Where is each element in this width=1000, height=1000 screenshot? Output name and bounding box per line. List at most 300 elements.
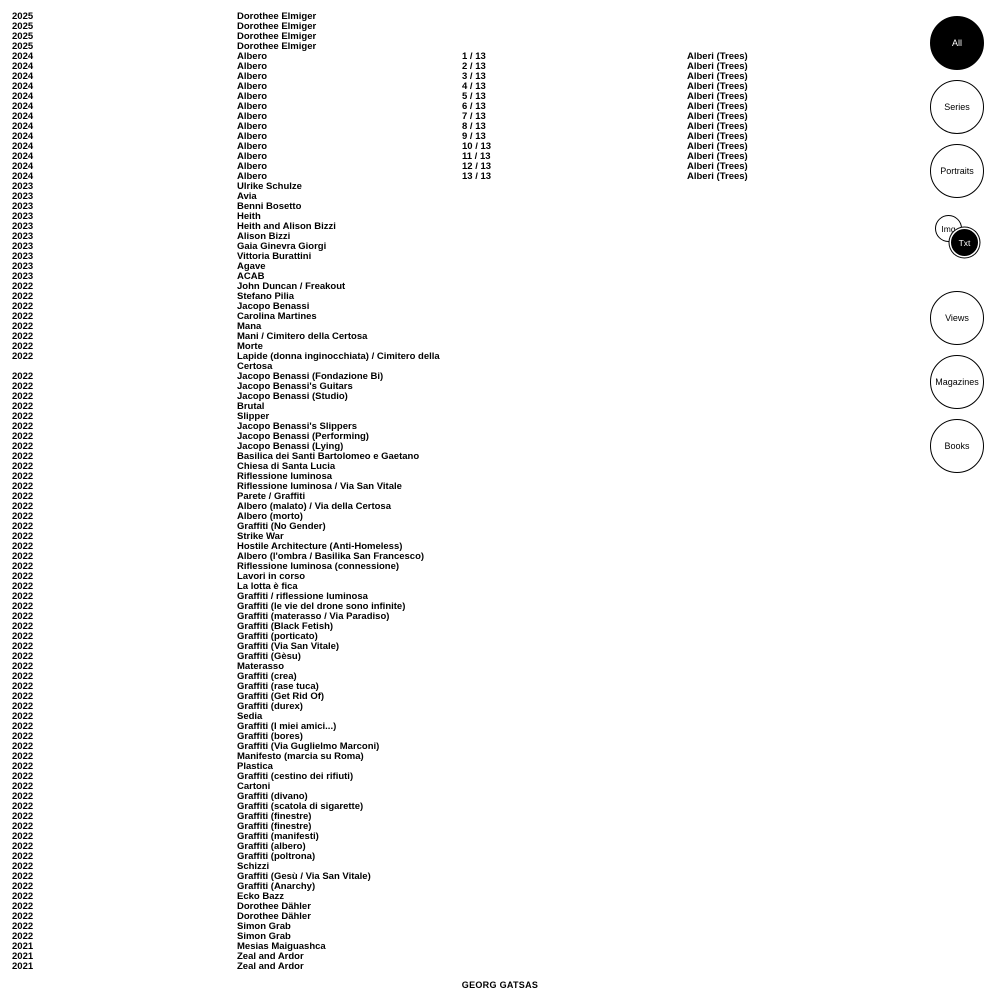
list-item[interactable] (12, 352, 912, 372)
list-item-index (462, 912, 687, 922)
list-item-title: Albero (237, 141, 268, 152)
list-item-index (462, 272, 687, 282)
list-item-year: 2022 (12, 451, 34, 462)
list-item-index (462, 182, 687, 192)
list-item-index (462, 572, 687, 582)
list-item-title: Basilica dei Santi Bartolomeo e Gaetano (237, 451, 420, 462)
list-item[interactable] (12, 292, 912, 302)
list-item-title: Albero (237, 161, 268, 172)
list-item[interactable] (12, 272, 912, 282)
list-item-title: Graffiti (le vie del drone sono infinite) (237, 601, 406, 612)
list-item-index (462, 22, 687, 32)
list-item-title: Graffiti (bores) (237, 731, 303, 742)
list-item[interactable] (12, 752, 912, 762)
list-item-index: 10 / 13 (462, 141, 492, 152)
list-item-index (462, 322, 687, 332)
list-item-title: Graffiti (crea) (237, 671, 297, 682)
list-item[interactable] (12, 842, 912, 852)
list-item-series (687, 612, 887, 622)
list-item[interactable] (12, 302, 912, 312)
list-item-index (462, 752, 687, 762)
list-item-series (687, 722, 887, 732)
list-item[interactable] (12, 782, 912, 792)
list-item-index (462, 632, 687, 642)
list-item-series (687, 372, 887, 382)
list-item-title: Graffiti (divano) (237, 791, 308, 802)
list-item-series (687, 712, 887, 722)
list-item[interactable] (12, 172, 912, 182)
list-item[interactable] (12, 412, 912, 422)
list-item-index (462, 382, 687, 392)
list-item-series (687, 492, 887, 502)
site-brand[interactable]: GEORG GATSAS (461, 980, 539, 990)
list-item-series (687, 392, 887, 402)
list-item-index: 4 / 13 (462, 81, 486, 92)
list-item[interactable] (12, 692, 912, 702)
list-item-series (687, 682, 887, 692)
list-item-year: 2023 (12, 271, 34, 282)
list-item-series (687, 222, 887, 232)
list-item[interactable] (12, 242, 912, 252)
list-item-year: 2022 (12, 911, 34, 922)
list-item-series (687, 912, 887, 922)
list-item-index (462, 252, 687, 262)
list-item-index: 12 / 13 (462, 161, 492, 172)
list-item-title: Zeal and Ardor (237, 961, 304, 972)
list-item-series (687, 432, 887, 442)
list-item-title: Slipper (237, 411, 270, 422)
list-item-index: 11 / 13 (462, 151, 491, 162)
list-item-year: 2022 (12, 481, 34, 492)
list-item-year: 2023 (12, 231, 34, 242)
list-item-title: Avia (237, 191, 257, 202)
list-item-index (462, 652, 687, 662)
list-item-series (687, 772, 887, 782)
list-item[interactable] (12, 892, 912, 902)
list-item[interactable] (12, 252, 912, 262)
list-item-year: 2022 (12, 741, 34, 752)
list-item[interactable] (12, 862, 912, 872)
list-item-year: 2022 (12, 381, 34, 392)
list-item-title: Graffiti / riflessione luminosa (237, 591, 368, 602)
list-item-series (687, 332, 887, 342)
list-item[interactable] (12, 432, 912, 442)
list-item-title: Plastica (237, 761, 273, 772)
filter-views-button[interactable]: Views (930, 291, 984, 345)
list-item-series (687, 502, 887, 512)
list-item[interactable] (12, 522, 912, 532)
filter-magazines-button[interactable]: Magazines (930, 355, 984, 409)
list-item-year: 2022 (12, 691, 34, 702)
list-item-index (462, 692, 687, 702)
list-item-year: 2024 (12, 81, 34, 92)
list-item[interactable] (12, 722, 912, 732)
list-item-year: 2022 (12, 721, 34, 732)
list-item-title: Graffiti (scatola di sigarette) (237, 801, 364, 812)
list-item[interactable] (12, 512, 912, 522)
list-item[interactable] (12, 222, 912, 232)
list-item-index (462, 532, 687, 542)
list-item-series (687, 572, 887, 582)
list-item-series (687, 652, 887, 662)
list-item-year: 2024 (12, 61, 34, 72)
list-item-title: Albero (237, 71, 268, 82)
list-item[interactable] (12, 902, 912, 912)
list-item-index (462, 702, 687, 712)
list-item-index (462, 832, 687, 842)
list-item-index (462, 852, 687, 862)
list-item-year: 2022 (12, 881, 34, 892)
list-item-title: Graffiti (manifesti) (237, 831, 319, 842)
list-item-index: 1 / 13 (462, 51, 486, 62)
list-item-year: 2022 (12, 751, 34, 762)
list-item-series (687, 342, 887, 352)
list-item[interactable] (12, 462, 912, 472)
list-item-title: Albero (237, 131, 268, 142)
list-item-year: 2022 (12, 431, 34, 442)
list-item-year: 2022 (12, 931, 34, 942)
list-item[interactable] (12, 602, 912, 612)
list-item[interactable] (12, 382, 912, 392)
list-item-year: 2022 (12, 591, 34, 602)
list-item-title: Albero (237, 121, 268, 132)
list-item[interactable] (12, 822, 912, 832)
list-item-series (687, 582, 887, 592)
list-item-series: Alberi (Trees) (687, 121, 748, 132)
list-item[interactable] (12, 642, 912, 652)
list-item-series (687, 902, 887, 912)
list-item-index (462, 902, 687, 912)
list-item[interactable] (12, 742, 912, 752)
list-item-year: 2022 (12, 531, 34, 542)
list-item-title: Dorothee Dähler (237, 911, 311, 922)
list-item-title: Riflessione luminosa (237, 471, 333, 482)
list-item-year: 2024 (12, 71, 34, 82)
list-item-title: Graffiti (finestre) (237, 811, 312, 822)
list-item-year: 2022 (12, 491, 34, 502)
list-item-year: 2022 (12, 301, 34, 312)
list-item[interactable] (12, 22, 912, 32)
list-item-title: Manifesto (marcia su Roma) (237, 751, 364, 762)
list-item-year: 2022 (12, 651, 34, 662)
list-item[interactable] (12, 482, 912, 492)
list-item[interactable] (12, 232, 912, 242)
list-item-year: 2022 (12, 411, 34, 422)
list-item-year: 2021 (12, 941, 34, 952)
list-item[interactable] (12, 12, 912, 22)
list-item[interactable] (12, 762, 912, 772)
list-item-title: Graffiti (Get Rid Of) (237, 691, 325, 702)
list-item-title: Jacopo Benassi (Fondazione Bi) (237, 371, 384, 382)
list-item[interactable] (12, 502, 912, 512)
list-item-title: Graffiti (Via San Vitale) (237, 641, 340, 652)
list-item[interactable] (12, 792, 912, 802)
list-item-year: 2024 (12, 101, 34, 112)
list-item-year: 2024 (12, 91, 34, 102)
filter-books-button[interactable]: Books (930, 419, 984, 473)
list-item-index (462, 642, 687, 652)
list-item[interactable] (12, 802, 912, 812)
list-item[interactable] (12, 182, 912, 192)
list-item-title: Vittoria Burattini (237, 251, 312, 262)
list-item[interactable] (12, 632, 912, 642)
list-item-index: 2 / 13 (462, 61, 486, 72)
list-item-series (687, 262, 887, 272)
list-item-series (687, 322, 887, 332)
list-item-series (687, 892, 887, 902)
list-item[interactable] (12, 312, 912, 322)
list-item-year: 2022 (12, 561, 34, 572)
list-item-title: Albero (malato) / Via della Certosa (237, 501, 391, 512)
list-item-series: Alberi (Trees) (687, 61, 748, 72)
list-item-index (462, 792, 687, 802)
list-item[interactable] (12, 682, 912, 692)
list-item-index (462, 612, 687, 622)
list-item-year: 2022 (12, 571, 34, 582)
list-item-title: Materasso (237, 661, 284, 672)
list-item[interactable] (12, 622, 912, 632)
list-item-year: 2022 (12, 471, 34, 482)
filter-all-button[interactable]: All (930, 16, 984, 70)
list-item-index: 7 / 13 (462, 111, 486, 122)
list-item-series (687, 962, 887, 972)
list-item[interactable] (12, 962, 912, 972)
list-item-index: 3 / 13 (462, 71, 486, 82)
list-item-year: 2022 (12, 351, 34, 362)
list-item-index (462, 712, 687, 722)
list-item-index (462, 232, 687, 242)
list-item[interactable] (12, 552, 912, 562)
list-item-index (462, 592, 687, 602)
list-item-year: 2022 (12, 841, 34, 852)
list-item-index (462, 522, 687, 532)
list-item-index (462, 822, 687, 832)
list-item[interactable] (12, 852, 912, 862)
list-item-index (462, 662, 687, 672)
list-item[interactable] (12, 672, 912, 682)
list-item-series (687, 292, 887, 302)
list-item-index: 6 / 13 (462, 101, 486, 112)
list-item-year: 2023 (12, 251, 34, 262)
filter-portraits-button[interactable]: Portraits (930, 144, 984, 198)
list-item-year: 2022 (12, 601, 34, 612)
list-item-year: 2022 (12, 421, 34, 432)
list-item-year: 2023 (12, 201, 34, 212)
list-item[interactable] (12, 832, 912, 842)
list-item-series: Alberi (Trees) (687, 81, 748, 92)
list-item-title: Brutal (237, 401, 265, 412)
list-item[interactable] (12, 942, 912, 952)
list-item[interactable] (12, 592, 912, 602)
txt-mode-button[interactable]: Txt (951, 229, 978, 256)
list-item-title: Graffiti (No Gender) (237, 521, 326, 532)
list-item-year: 2022 (12, 391, 34, 402)
list-item[interactable] (12, 212, 912, 222)
list-item-series (687, 212, 887, 222)
list-item-series (687, 422, 887, 432)
list-item-title: Chiesa di Santa Lucia (237, 461, 336, 472)
list-item-year: 2022 (12, 311, 34, 322)
list-item[interactable] (12, 812, 912, 822)
list-item-series (687, 702, 887, 712)
list-item[interactable] (12, 662, 912, 672)
list-item[interactable] (12, 472, 912, 482)
list-item-index (462, 802, 687, 812)
list-item-year: 2022 (12, 511, 34, 522)
list-item-index (462, 582, 687, 592)
list-item-series (687, 232, 887, 242)
list-item[interactable] (12, 452, 912, 462)
list-item-title: Graffiti (poltrona) (237, 851, 316, 862)
list-item-series (687, 182, 887, 192)
list-item-title: Graffiti (Anarchy) (237, 881, 316, 892)
list-item-title: Lapide (donna inginocchiata) / Cimitero della Certosa (237, 351, 440, 372)
list-item-series (687, 562, 887, 572)
list-item[interactable] (12, 442, 912, 452)
list-item-year: 2022 (12, 321, 34, 332)
list-item-title: Jacopo Benassi's Slippers (237, 421, 358, 432)
list-item-year: 2022 (12, 521, 34, 532)
list-item[interactable] (12, 702, 912, 712)
list-item[interactable] (12, 712, 912, 722)
list-item-index (462, 942, 687, 952)
list-item-title: Graffiti (Gèsu) (237, 651, 301, 662)
list-item-series (687, 442, 887, 452)
list-item-title: John Duncan / Freakout (237, 281, 346, 292)
list-item[interactable] (12, 582, 912, 592)
list-item-title: Graffiti (Black Fetish) (237, 621, 334, 632)
list-item[interactable] (12, 872, 912, 882)
list-item[interactable] (12, 492, 912, 502)
list-item-series (687, 872, 887, 882)
list-item-series (687, 312, 887, 322)
list-item-index (462, 762, 687, 772)
list-item-year: 2022 (12, 711, 34, 722)
list-item-title: Alison Bizzi (237, 231, 291, 242)
list-item[interactable] (12, 572, 912, 582)
list-item[interactable] (12, 342, 912, 352)
list-item-index (462, 892, 687, 902)
list-item-series (687, 272, 887, 282)
list-item-series (687, 402, 887, 412)
list-item-series: Alberi (Trees) (687, 101, 748, 112)
list-item[interactable] (12, 542, 912, 552)
list-item-index (462, 242, 687, 252)
list-item-year: 2022 (12, 291, 34, 302)
list-item-index (462, 312, 687, 322)
list-item-title: Graffiti (materasso / Via Paradiso) (237, 611, 390, 622)
list-item-index (462, 672, 687, 682)
list-item-series: Alberi (Trees) (687, 51, 748, 62)
list-item-title: Graffiti (durex) (237, 701, 303, 712)
list-item-year: 2022 (12, 641, 34, 652)
list-item-year: 2022 (12, 731, 34, 742)
list-item[interactable] (12, 422, 912, 432)
filter-series-button[interactable]: Series (930, 80, 984, 134)
list-item-title: Simon Grab (237, 921, 291, 932)
list-item-series (687, 692, 887, 702)
list-item-year: 2022 (12, 281, 34, 292)
list-item[interactable] (12, 912, 912, 922)
list-item[interactable] (12, 882, 912, 892)
list-item-title: ACAB (237, 271, 265, 282)
list-item-year: 2023 (12, 221, 34, 232)
list-item-index (462, 212, 687, 222)
list-item-series (687, 792, 887, 802)
list-item[interactable] (12, 732, 912, 742)
list-item-title: Graffiti (finestre) (237, 821, 312, 832)
list-item[interactable] (12, 772, 912, 782)
list-item[interactable] (12, 192, 912, 202)
list-item-year: 2022 (12, 871, 34, 882)
img-mode-button[interactable]: Img (935, 215, 962, 242)
list-item-series (687, 852, 887, 862)
list-item-series (687, 952, 887, 962)
list-item-year: 2025 (12, 31, 34, 42)
list-item-series (687, 802, 887, 812)
list-item[interactable] (12, 262, 912, 272)
list-item-index: 5 / 13 (462, 91, 486, 102)
list-item-title: La lotta è fica (237, 581, 298, 592)
list-item-year: 2022 (12, 631, 34, 642)
list-item-index (462, 512, 687, 522)
list-item-year: 2022 (12, 861, 34, 872)
list-item[interactable] (12, 282, 912, 292)
list-item-index (462, 482, 687, 492)
list-item-title: Graffiti (porticato) (237, 631, 318, 642)
list-item-title: Graffiti (albero) (237, 841, 306, 852)
list-item-year: 2022 (12, 831, 34, 842)
list-item-title: Mesias Maiguashca (237, 941, 326, 952)
list-item[interactable] (12, 532, 912, 542)
list-item-index (462, 492, 687, 502)
list-item[interactable] (12, 202, 912, 212)
list-item[interactable] (12, 932, 912, 942)
list-item-title: Mana (237, 321, 262, 332)
list-item-year: 2024 (12, 151, 34, 162)
list-item-title: Parete / Graffiti (237, 491, 306, 502)
list-item-series (687, 482, 887, 492)
list-item-series (687, 832, 887, 842)
list-item[interactable] (12, 612, 912, 622)
list-item-series: Alberi (Trees) (687, 161, 748, 172)
list-item-index (462, 42, 687, 52)
list-item[interactable] (12, 562, 912, 572)
list-item[interactable] (12, 922, 912, 932)
list-item-series (687, 602, 887, 612)
list-item[interactable] (12, 402, 912, 412)
list-item[interactable] (12, 372, 912, 382)
list-item-index (462, 452, 687, 462)
list-item-series (687, 32, 887, 42)
list-item-series: Alberi (Trees) (687, 131, 748, 142)
list-item-year: 2023 (12, 241, 34, 252)
list-item-series: Alberi (Trees) (687, 111, 748, 122)
list-item[interactable] (12, 322, 912, 332)
list-item-series (687, 752, 887, 762)
list-item-title: Dorothee Elmiger (237, 31, 317, 42)
list-item[interactable] (12, 652, 912, 662)
list-item-series (687, 942, 887, 952)
list-item-title: Graffiti (rase tuca) (237, 681, 319, 692)
list-item[interactable] (12, 332, 912, 342)
list-item-year: 2022 (12, 771, 34, 782)
list-item[interactable] (12, 952, 912, 962)
list-item-title: Graffiti (Gesù / Via San Vitale) (237, 871, 371, 882)
list-item-title: Sedia (237, 711, 263, 722)
list-item[interactable] (12, 392, 912, 402)
list-item[interactable] (12, 32, 912, 42)
